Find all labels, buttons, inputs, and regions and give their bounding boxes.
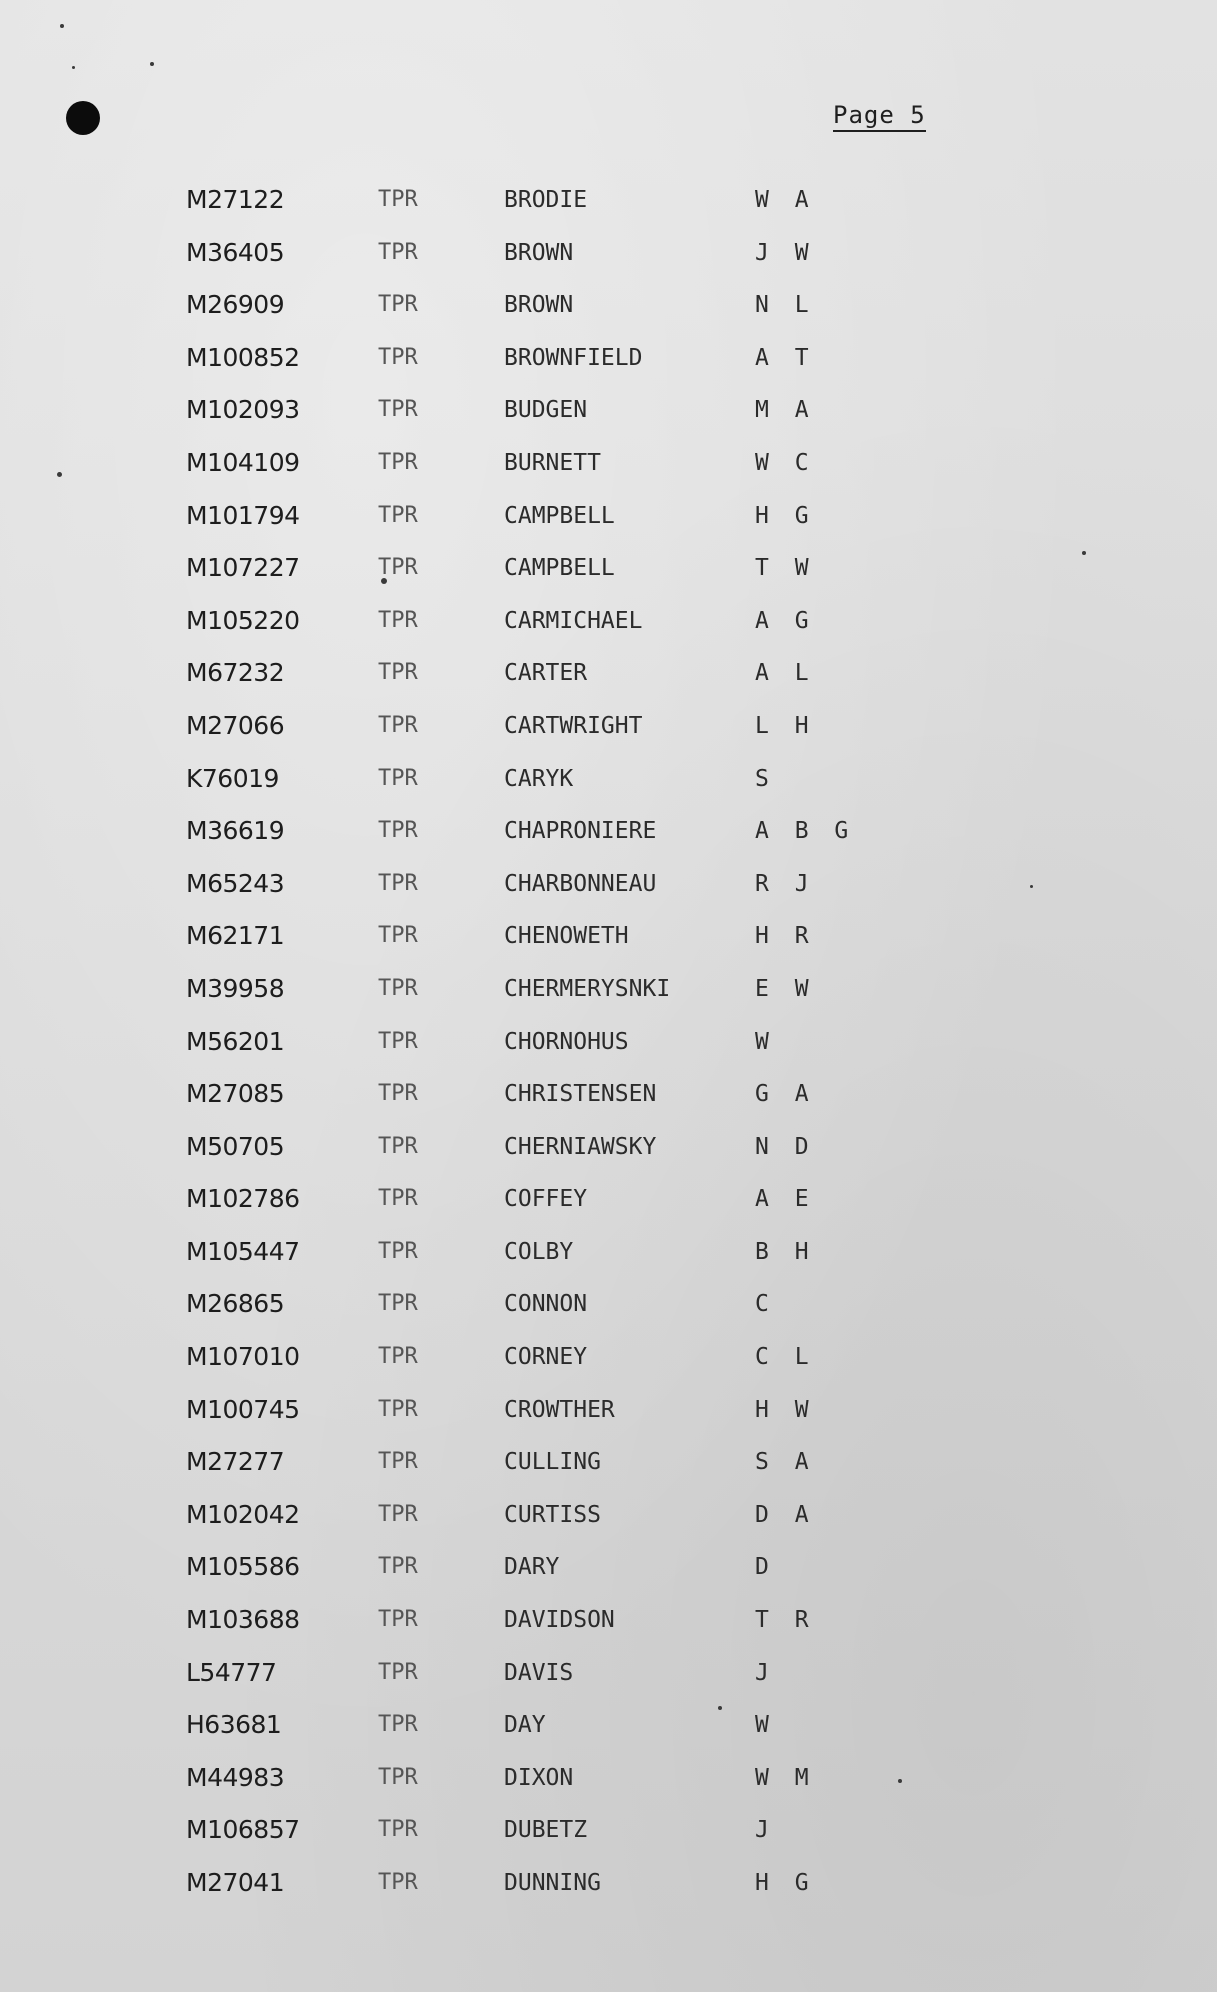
roster-row [186,969,886,1022]
roster-row [186,1022,886,1075]
service-number: M102786 [186,1184,300,1214]
initials: N L [755,292,815,319]
service-number: M101794 [186,500,300,530]
surname: DIXON [504,1764,574,1791]
personnel-roster [186,180,886,1916]
service-number: M39958 [186,973,285,1003]
surname: CARYK [504,765,574,792]
service-number: K76019 [186,763,279,793]
rank: TPR [378,1186,418,1212]
initials: B H [755,1238,815,1265]
initials: A L [755,660,815,687]
service-number: M26865 [186,1289,285,1319]
surname: CHORNOHUS [504,1028,629,1055]
rank: TPR [378,502,418,528]
roster-row [186,1547,886,1600]
service-number: M56201 [186,1026,285,1056]
roster-row [186,233,886,286]
rank: TPR [378,818,418,844]
surname: CHERMERYSNKI [504,975,671,1002]
roster-row [186,338,886,391]
service-number: M106857 [186,1815,300,1845]
initials: W M [755,1764,815,1791]
service-number: L54777 [186,1657,277,1687]
service-number: M102093 [186,395,300,425]
initials: D A [755,1501,815,1528]
rank: TPR [378,1081,418,1107]
initials: H W [755,1396,815,1423]
surname: COLBY [504,1238,574,1265]
rank: TPR [378,1291,418,1317]
rank: TPR [378,187,418,212]
initials: G A [755,1081,815,1108]
rank: TPR [378,449,418,475]
rank: TPR [378,1028,418,1054]
rank: TPR [378,1133,418,1159]
service-number: M105586 [186,1552,300,1582]
service-number: M107010 [186,1342,300,1372]
roster-row [186,1600,886,1653]
service-number: M100745 [186,1394,300,1424]
roster-row [186,1653,886,1706]
service-number: M105447 [186,1236,300,1266]
initials: A T [755,344,815,371]
rank: TPR [378,712,418,738]
service-number: M27041 [186,1868,285,1897]
rank: TPR [378,1449,418,1475]
initials: M A [755,397,815,424]
rank: TPR [378,1607,418,1633]
service-number: M67232 [186,658,285,688]
surname: CHARBONNEAU [504,870,657,897]
roster-row [186,1179,886,1232]
initials: S [755,765,775,792]
initials: T R [755,1607,815,1634]
surname: BROWNFIELD [504,344,643,371]
service-number: M26909 [186,290,285,320]
surname: CHAPRONIERE [504,818,657,845]
initials: N D [755,1133,815,1160]
rank: TPR [378,607,418,633]
rank: TPR [378,1764,418,1790]
surname: BUDGEN [504,397,588,424]
surname: DARY [504,1554,560,1581]
ink-speck [57,472,62,477]
rank: TPR [378,1870,418,1895]
initials: W [755,1712,775,1739]
roster-row [186,1074,886,1127]
surname: DUBETZ [504,1817,588,1844]
service-number: M27277 [186,1447,285,1477]
rank: TPR [378,765,418,791]
initials: A B G [755,818,855,845]
surname: DAVIS [504,1659,574,1686]
roster-row [186,1127,886,1180]
roster-row [186,653,886,706]
initials: W [755,1028,775,1055]
rank: TPR [378,923,418,949]
service-number: M50705 [186,1131,285,1161]
roster-row [186,1705,886,1758]
service-number: M102042 [186,1499,300,1529]
surname: DAY [504,1712,546,1739]
roster-row [186,601,886,654]
rank: TPR [378,870,418,896]
service-number: M100852 [186,342,300,372]
rank: TPR [378,1344,418,1370]
service-number: M27122 [186,185,285,214]
roster-row [186,1284,886,1337]
ink-speck [1082,551,1086,555]
ink-speck [1030,885,1033,888]
service-number: M62171 [186,921,285,951]
rank: TPR [378,1712,418,1738]
service-number: M44983 [186,1762,285,1792]
surname: CHENOWETH [504,923,629,950]
rank: TPR [378,1554,418,1580]
initials: R J [755,870,815,897]
service-number: M65243 [186,868,285,898]
roster-row [186,443,886,496]
initials: H G [755,1870,815,1896]
surname: CROWTHER [504,1396,615,1423]
rank: TPR [378,555,418,581]
surname: DUNNING [504,1870,601,1896]
initials: J W [755,239,815,266]
initials: J [755,1817,775,1844]
surname: CHRISTENSEN [504,1081,657,1108]
roster-row [186,1390,886,1443]
surname: BRODIE [504,187,588,213]
rank: TPR [378,660,418,686]
initials: C [755,1291,775,1318]
roster-row [186,180,886,233]
surname: CULLING [504,1449,601,1476]
initials: W A [755,187,815,213]
roster-row [186,496,886,549]
ink-speck [898,1779,902,1783]
roster-row [186,811,886,864]
rank: TPR [378,1659,418,1685]
service-number: M104109 [186,447,300,477]
surname: CORNEY [504,1344,588,1371]
roster-row [186,390,886,443]
initials: S A [755,1449,815,1476]
surname: CARMICHAEL [504,607,643,634]
roster-row [186,285,886,338]
rank: TPR [378,239,418,265]
rank: TPR [378,344,418,370]
surname: CARTER [504,660,588,687]
initials: C L [755,1344,815,1371]
service-number: M36405 [186,237,285,267]
roster-row [186,1442,886,1495]
surname: CURTISS [504,1501,601,1528]
rank: TPR [378,397,418,423]
rank: TPR [378,975,418,1001]
initials: D [755,1554,775,1581]
roster-row [186,916,886,969]
roster-row [186,759,886,812]
service-number: M105220 [186,605,300,635]
surname: BURNETT [504,449,601,476]
punch-hole [66,101,100,135]
roster-row [186,864,886,917]
service-number: M107227 [186,553,300,583]
initials: A G [755,607,815,634]
roster-row [186,1758,886,1811]
roster-row [186,706,886,759]
ink-speck [60,24,64,28]
service-number: M27085 [186,1079,285,1109]
roster-row [186,1337,886,1390]
rank: TPR [378,1501,418,1527]
initials: H R [755,923,815,950]
surname: CARTWRIGHT [504,712,643,739]
ink-speck [150,62,154,66]
initials: A E [755,1186,815,1213]
roster-row [186,1232,886,1285]
rank: TPR [378,1817,418,1843]
ink-speck [72,66,75,69]
roster-row [186,1495,886,1548]
initials: J [755,1659,775,1686]
initials: T W [755,555,815,582]
surname: CONNON [504,1291,588,1318]
surname: BROWN [504,239,574,266]
service-number: M27066 [186,710,285,740]
service-number: M103688 [186,1605,300,1635]
surname: CHERNIAWSKY [504,1133,657,1160]
page-number: Page 5 [833,101,926,132]
roster-row [186,1863,886,1916]
rank: TPR [378,1396,418,1422]
rank: TPR [378,292,418,318]
roster-row [186,1810,886,1863]
service-number: H63681 [186,1710,282,1740]
initials: H G [755,502,815,529]
roster-row [186,548,886,601]
surname: COFFEY [504,1186,588,1213]
initials: E W [755,975,815,1002]
initials: L H [755,712,815,739]
surname: BROWN [504,292,574,319]
surname: CAMPBELL [504,555,615,582]
rank: TPR [378,1238,418,1264]
initials: W C [755,449,815,476]
surname: DAVIDSON [504,1607,615,1634]
surname: CAMPBELL [504,502,615,529]
service-number: M36619 [186,816,285,846]
